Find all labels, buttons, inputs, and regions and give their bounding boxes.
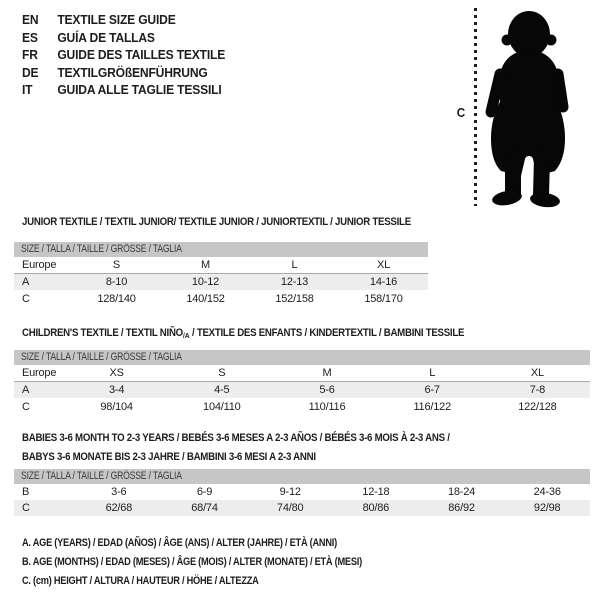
table-row-age [14, 382, 590, 398]
size-cell: S [218, 367, 226, 379]
language-title: GUIDA ALLE TAGLIE TESSILI [57, 82, 222, 98]
value-cell: 62/68 [105, 502, 133, 514]
value-cell: 128/140 [97, 292, 136, 305]
baby-silhouette-icon [482, 8, 574, 208]
value-cell: 18-24 [447, 486, 476, 498]
value-cell: 12-18 [362, 486, 390, 498]
value-cell: 5-6 [319, 384, 335, 396]
size-header-bar [14, 469, 590, 484]
row-label: C [22, 400, 30, 413]
language-row [22, 29, 225, 47]
value-cell: 152/158 [275, 292, 314, 305]
size-header-text: SIZE / TALLA / TAILLE / GRÖSSE / TAGLIA [21, 351, 182, 363]
value-cell: 7-8 [529, 384, 546, 396]
language-title-list [22, 11, 225, 99]
size-header-text: SIZE / TALLA / TAILLE / GRÖSSE / TAGLIA [21, 470, 182, 482]
size-header-text: SIZE / TALLA / TAILLE / GRÖSSE / TAGLIA [21, 243, 182, 255]
children-size-table [14, 350, 590, 415]
language-title: TEXTILE SIZE GUIDE [57, 12, 176, 28]
size-cell: XL [530, 367, 544, 379]
footnote-c [22, 575, 427, 594]
heading-subscript: /A [182, 331, 190, 340]
value-cell: 110/116 [308, 400, 346, 413]
value-cell: 24-36 [533, 486, 561, 498]
value-cell: 158/170 [364, 292, 403, 305]
table-row-height [14, 398, 590, 415]
size-cell: XS [109, 367, 124, 379]
row-label: Europe [22, 259, 57, 271]
row-label: A [22, 384, 30, 396]
footnote-text: C. (cm) HEIGHT / ALTURA / HAUTEUR / HÖHE / ALTEZZA [22, 575, 259, 588]
value-cell: 6-9 [196, 486, 213, 498]
language-row [22, 46, 225, 64]
language-code: EN [22, 12, 39, 28]
row-label: Europe [22, 367, 57, 379]
value-cell: 86/92 [448, 502, 475, 514]
size-cell: S [112, 259, 121, 271]
row-label: B [22, 486, 30, 498]
value-cell: 12-13 [280, 276, 309, 288]
language-row [22, 81, 225, 99]
value-cell: 9-12 [279, 486, 301, 498]
table-row-height [14, 500, 590, 516]
size-cell: L [429, 367, 436, 379]
language-row [22, 11, 225, 29]
junior-size-table [14, 242, 428, 307]
size-cell: XL [376, 259, 391, 271]
language-title: TEXTILGRÖßENFÜHRUNG [57, 64, 208, 80]
size-cell: M [322, 367, 332, 379]
section-heading-children [22, 327, 525, 343]
value-cell: 10-12 [191, 276, 220, 288]
value-cell: 80/86 [362, 502, 390, 514]
footnote-a [22, 537, 427, 556]
row-label: C [22, 292, 30, 305]
row-label: C [22, 502, 30, 514]
value-cell: 104/110 [203, 400, 241, 413]
height-measure-label: C [456, 105, 466, 120]
value-cell: 14-16 [369, 276, 398, 288]
language-title: GUÍA DE TALLAS [57, 29, 155, 45]
heading-part: CHILDREN'S TEXTILE / TEXTIL NIÑO [22, 327, 183, 339]
table-row-europe [14, 365, 590, 382]
language-code: IT [22, 82, 33, 98]
footnote-text: A. AGE (YEARS) / EDAD (AÑOS) / ÂGE (ANS) / ALTER (JAHRE) / ETÀ (ANNI) [22, 537, 337, 549]
value-cell: 74/80 [276, 502, 304, 514]
size-cell: L [291, 259, 298, 271]
footnote-legend [22, 537, 427, 595]
language-code: ES [22, 29, 38, 45]
heading-part: / TEXTILE DES ENFANTS / KINDERTEXTIL / BAMBINI TESSILE [189, 327, 465, 339]
section-heading-babies [22, 429, 508, 466]
language-code: FR [22, 47, 38, 63]
section-heading-junior [22, 216, 464, 230]
value-cell: 140/152 [186, 292, 225, 305]
table-row-months [14, 484, 590, 500]
section-heading-text: JUNIOR TEXTILE / TEXTIL JUNIOR/ TEXTILE JUNIOR / JUNIORTEXTIL / JUNIOR TESSILE [22, 216, 411, 228]
size-cell: M [201, 259, 210, 271]
size-header-bar [14, 242, 428, 257]
language-title: GUIDE DES TAILLES TEXTILE [57, 47, 226, 63]
value-cell: 3-4 [108, 384, 125, 396]
section-heading-line2: BABYS 3-6 MONATE BIS 2-3 JAHRE / BAMBINI 3-6 MESI A 2-3 ANNI [22, 450, 316, 463]
size-header-bar [14, 350, 590, 365]
value-cell: 4-5 [214, 384, 230, 396]
row-label: A [22, 276, 30, 288]
table-row-age [14, 274, 428, 290]
footnote-b [22, 556, 427, 575]
value-cell: 122/128 [518, 400, 557, 413]
section-heading-text [22, 327, 464, 343]
height-measure-dotted-line [474, 8, 477, 206]
value-cell: 8-10 [105, 276, 128, 288]
value-cell: 68/74 [191, 502, 218, 514]
value-cell: 116/122 [413, 400, 451, 413]
value-cell: 6-7 [424, 384, 440, 396]
footnote-text: B. AGE (MONTHS) / EDAD (MESES) / ÂGE (MOIS) / ALTER (MONATE) / ETÀ (MESI) [22, 556, 362, 569]
language-row [22, 64, 225, 82]
value-cell: 3-6 [111, 486, 127, 498]
table-row-europe [14, 257, 428, 274]
table-row-height [14, 290, 428, 307]
value-cell: 98/104 [100, 400, 133, 413]
value-cell: 92/98 [533, 502, 561, 514]
language-code: DE [22, 64, 39, 80]
babies-size-table [14, 469, 590, 516]
section-heading-line1: BABIES 3-6 MONTH TO 2-3 YEARS / BEBÉS 3-6 MESES A 2-3 AÑOS / BÉBÉS 3-6 MOIS À 2-3 ANS / [22, 432, 450, 444]
